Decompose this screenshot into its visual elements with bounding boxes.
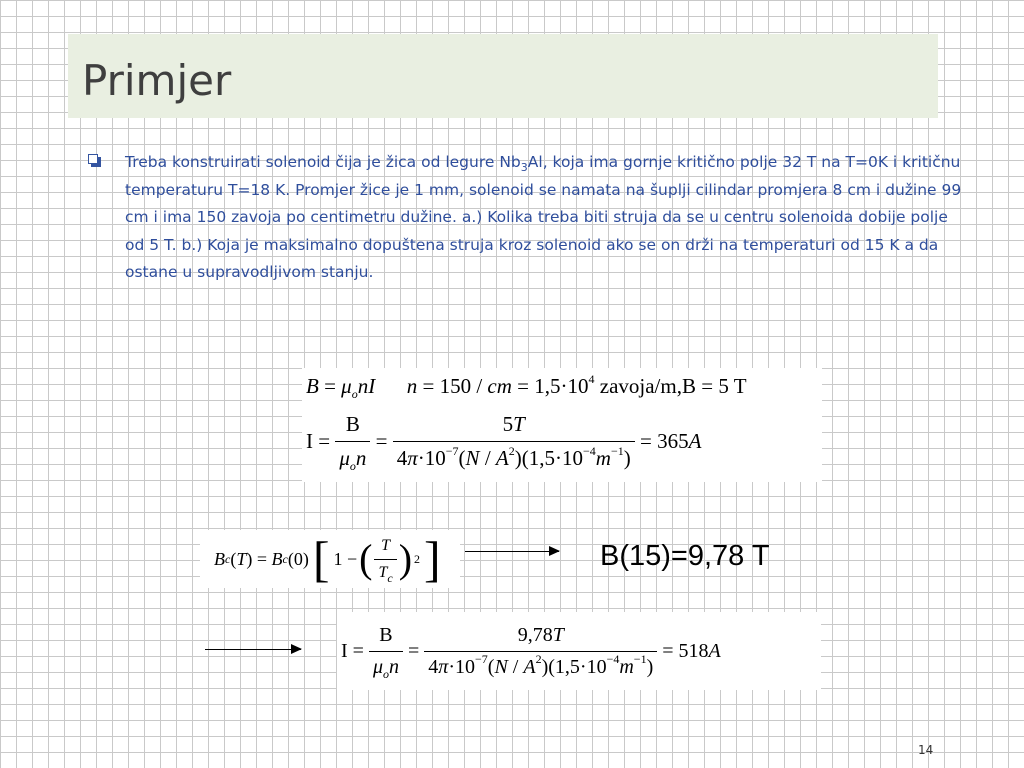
ten-a1: 10 [424,446,446,470]
n-value: 150 [439,374,472,398]
unit-a-b: A [523,655,536,678]
b-label: B [681,374,696,398]
fraction-numeric-a: $\frac{5T}{4\pi\cdot 10^{-7}(N / A^2)(1,5\cdot 10^{-4}m^{-1})}$ [393,412,635,471]
equation-current-a: I = $\frac{B}{\mu_on}$ = $\frac{5T}{4\pi\cdot 10^{-7}(N / A^2)(1,5\cdot 10^{-4}m^{-1})}$ = 365A [306,412,702,473]
ten-b2: 10 [586,655,607,678]
n-unit-text: zavoja/m, [599,374,682,398]
n-unit: cm [487,374,512,398]
numerator-b: 9,78 [517,623,553,646]
coef-4-a: 4 [396,446,408,470]
arrow-right-icon-2 [205,649,301,650]
ten-a2: 10 [561,446,583,470]
result-unit-a: A [688,429,702,453]
square-bullet-icon [88,154,98,164]
equation-field-definition: $B = \mu_onI$ n = 150 / cm = $1,5\cdot 10^4$ zavoja/m,B = 5 T [306,372,747,401]
b-value: 5 T [718,374,747,398]
result-a: 365 [657,429,689,453]
coef-4-b: 4 [428,655,439,678]
title-bar [68,34,938,118]
problem-text-part1: Treba konstruirati solenoid čija je žica od legure Nb [125,153,521,171]
exp-minus1-a: −1 [610,444,624,458]
slide-title: Primjer [82,56,232,105]
exp-2-a: 2 [508,444,515,458]
unit-a-a: A [495,446,509,470]
problem-text-part2: Al, koja ima gornje kritično polje 32 T na T=0K i kritičnu temperaturu T=18 K. Promjer žice je 1 mm, solenoid se namata na šuplji cilindar promjera 8 cm i dužine 99 cm i ima 150 zavoja po centimetru dužine. a.) Kolika treba biti struja da se u centru solenoida dobije polje od 5 T. b.) Koja je maksimalno dopuštena struja kroz solenoid ako se on drži na temperaturi od 15 K a da ostane u supravodljivom stanju. [125,153,962,281]
problem-text [125,149,965,287]
fraction-b-over-mun-b: $\frac{B}{\mu_on}$ [369,624,403,679]
ten-b1: 10 [454,655,475,678]
critical-field-formula: B c ( T ) = B c (0) [ 1 − ( $\frac{T}{T_c}$ ) 2 ] [200,530,460,588]
exp-2-b: 2 [535,651,542,666]
exp-minus4-b: −4 [606,651,620,666]
n-coef-a: 1,5 [528,446,555,470]
fraction-b-over-mun: $\frac{B}{\mu_on}$ [335,412,370,471]
exp-minus1-b: −1 [633,651,647,666]
equation-current-b: I = $\frac{B}{\mu_on}$ = $\frac{9,78T}{4\pi\cdot 10^{-7}(N / A^2)(1,5\cdot 10^{-4}m^{-1})}$ = 518A [337,612,821,690]
numerator-a: 5 [502,412,514,436]
unit-t-b: T [552,623,564,646]
result-unit-b: A [708,639,721,662]
exp-minus4-a: −4 [582,444,596,458]
page-number: 14 [918,743,934,757]
n-exponent: 4 [588,372,595,386]
exp-minus7-b: −7 [474,651,488,666]
arrow-right-icon [465,551,559,552]
unit-t-a: T [513,412,525,436]
critical-field-result: B(15)=9,78 T [600,540,770,572]
unit-n-b: N [494,655,508,678]
exp-minus7-a: −7 [445,444,459,458]
equation-block-1 [302,368,822,482]
unit-n-a: N [465,446,480,470]
n-base: 10 [567,374,589,398]
fraction-numeric-b: $\frac{9,78T}{4\pi\cdot 10^{-7}(N / A^2)(1,5\cdot 10^{-4}m^{-1})}$ [424,624,657,679]
n-mantissa: 1,5 [534,374,561,398]
result-b: 518 [678,639,709,662]
n-coef-b: 1,5 [554,655,580,678]
problem-text-subscript: 3 [520,161,528,175]
